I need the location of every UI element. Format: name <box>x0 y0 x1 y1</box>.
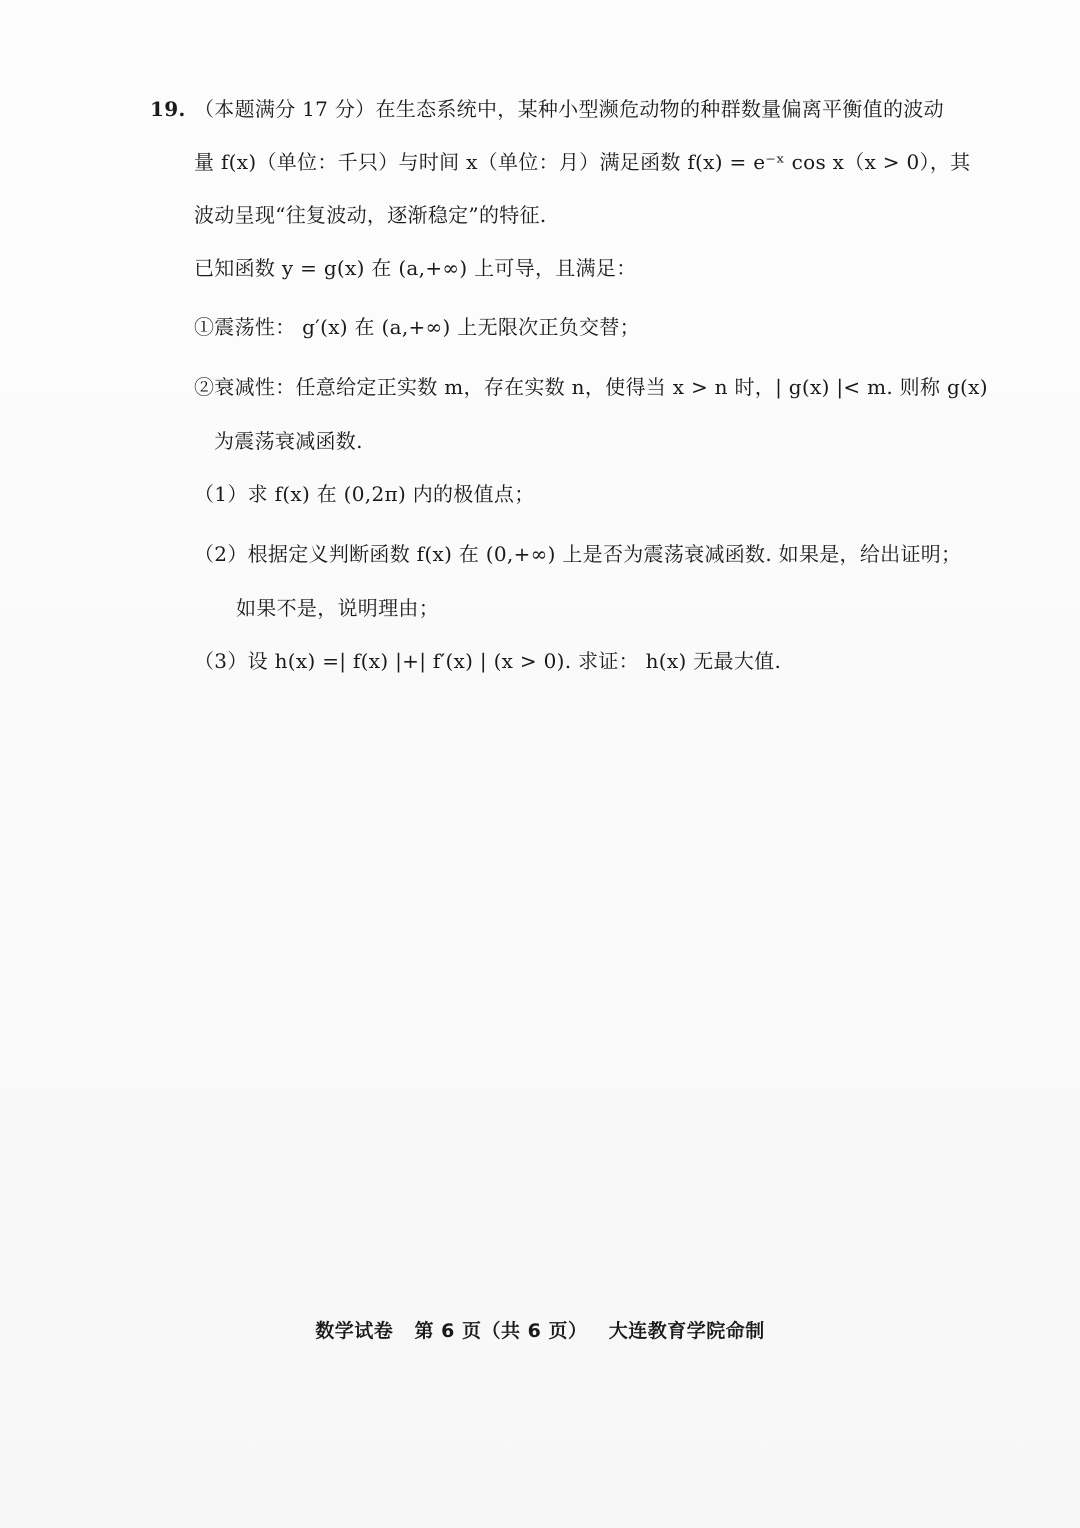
question-line-7: 为震荡衰减函数. <box>214 429 363 453</box>
question-line-4: 已知函数 y = g(x) 在 (a,+∞) 上可导，且满足： <box>194 256 637 280</box>
question-line-6: ②衰减性：任意给定正实数 m，存在实数 n，使得当 x > n 时，| g(x) |< m. 则称 g(x) <box>194 375 988 399</box>
question-line-11: （3）设 h(x) =| f(x) |+| f′(x) | (x > 0). 求证： h(x) 无最大值. <box>194 649 782 673</box>
question-number: 19. <box>150 97 186 121</box>
question-line-1: （本题满分 17 分）在生态系统中，某种小型濒危动物的种群数量偏离平衡值的波动 <box>194 97 944 121</box>
question-line-3: 波动呈现“往复波动，逐渐稳定”的特征. <box>194 203 547 227</box>
question-line-2: 量 f(x)（单位：千只）与时间 x（单位：月）满足函数 f(x) = e⁻ˣ cos x（x > 0），其 <box>194 150 971 174</box>
question-line-5: ①震荡性： g′(x) 在 (a,+∞) 上无限次正负交替； <box>194 315 640 339</box>
question-line-8: （1）求 f(x) 在 (0,2π) 内的极值点； <box>194 482 535 506</box>
question-line-10: 如果不是，说明理由； <box>236 596 439 620</box>
question-line-9: （2）根据定义判断函数 f(x) 在 (0,+∞) 上是否为震荡衰减函数. 如果是，给出证明； <box>194 542 962 566</box>
page-footer: 数学试卷 第 6 页（共 6 页） 大连教育学院命制 <box>315 1320 765 1342</box>
